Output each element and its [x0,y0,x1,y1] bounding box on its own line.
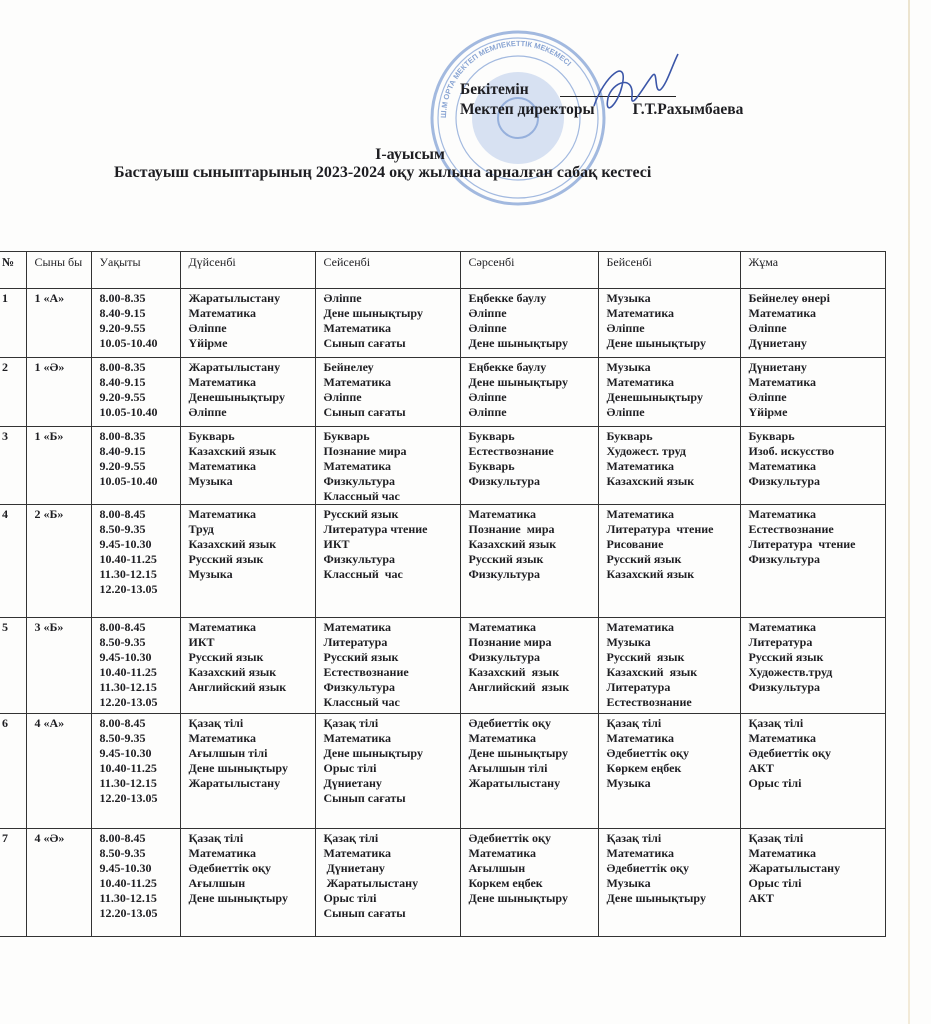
table-row [0,714,885,829]
director-name: Г.Т.Рахымбаева [632,101,744,118]
subject: Қазақ тілі [748,831,804,845]
row-number: 3 [0,427,26,505]
day-tuesday-lessons [315,289,460,358]
lesson-time: 9.20-9.55 [99,321,146,335]
lesson-time: 8.00-8.35 [99,429,146,443]
day-tuesday-lessons [315,427,460,505]
lesson-time: 12.20-13.05 [99,906,158,920]
lesson-time: 8.50-9.35 [99,522,146,536]
subject: Казахский язык [606,567,695,581]
lesson-time: 10.40-11.25 [99,665,157,679]
day-wednesday-lessons [460,714,598,829]
subject: Әліппе [748,321,787,335]
day-thursday-lessons [598,427,740,505]
subject: Музыка [606,776,651,790]
approval-label: Бекітемін [460,81,529,98]
day-friday-lessons [740,427,885,505]
subject: Казахский язык [468,665,560,679]
lesson-time: 11.30-12.15 [99,891,157,905]
lesson-time: 8.50-9.35 [99,731,146,745]
lesson-time: 10.40-11.25 [99,761,157,775]
subject: Математика [323,375,392,389]
subject: Жаратылыстану [188,776,281,790]
header-time: Уақыты [91,252,180,289]
subject: Жаратылыстану [748,861,841,875]
lesson-time: 8.50-9.35 [99,635,146,649]
subject: Әліппе [748,390,787,404]
shift-title: І-ауысым [375,146,445,163]
subject: Дүниетану [748,360,807,374]
row-number: 5 [0,618,26,714]
subject: Математика [188,620,257,634]
subject: Математика [188,459,257,473]
subject: Художест. труд [606,444,686,458]
subject: Литература чтение [323,522,428,536]
lesson-time: 11.30-12.15 [99,680,157,694]
subject: Әдебиеттік оқу [468,831,551,845]
subject: Музыка [188,567,233,581]
row-number: 6 [0,714,26,829]
day-monday-lessons [180,505,315,618]
day-friday-lessons [740,714,885,829]
subject: Әдебиеттік оқу [606,861,689,875]
subject: Казахский язык [468,537,557,551]
class-name: 1 «Ә» [26,358,91,427]
lesson-times [91,358,180,427]
subject: Әліппе [323,390,362,404]
table-row [0,358,885,427]
day-wednesday-lessons [460,358,598,427]
subject: Казахский язык [606,665,698,679]
lesson-time: 12.20-13.05 [99,695,158,709]
lesson-time: 8.00-8.45 [99,716,146,730]
subject: Естествознание [748,522,834,536]
seal-text: Ш.М ОРТА МЕКТЕП МЕМЛЕКЕТТІК МЕКЕМЕСІ [438,38,574,119]
subject: Математика [748,375,817,389]
subject: Физкультура [323,680,396,694]
day-monday-lessons [180,714,315,829]
subject: Английский язык [468,680,570,694]
subject: Қазақ тілі [606,716,662,730]
subject: Қазақ тілі [748,716,804,730]
lesson-time: 9.45-10.30 [99,537,152,551]
subject: Русский язык [188,650,264,664]
subject: Классный час [323,567,403,581]
subject: Орыс тілі [748,876,802,890]
lesson-time: 9.45-10.30 [99,746,152,760]
subject: Әліппе [188,405,227,419]
lesson-time: 8.40-9.15 [99,444,146,458]
row-number: 1 [0,289,26,358]
subject: Познание мира [323,444,407,458]
subject: Математика [323,731,392,745]
subject: Математика [188,846,257,860]
subject: Жаратылыстану [323,876,419,890]
lesson-times [91,618,180,714]
lesson-time: 8.00-8.45 [99,620,146,634]
subject: Математика [748,731,817,745]
class-name: 1 «Б» [26,427,91,505]
subject: Денешынықтыру [188,390,285,404]
subject: Художеств.труд [748,665,833,679]
subject: Әліппе [468,321,507,335]
subject: Музыка [606,876,651,890]
day-monday-lessons [180,289,315,358]
director-position: Мектеп директоры [460,101,595,118]
subject: Сынып сағаты [323,336,406,350]
row-number: 7 [0,829,26,937]
lesson-time: 9.45-10.30 [99,861,152,875]
subject: Русский язык [606,650,685,664]
subject: Букварь [606,429,653,443]
day-monday-lessons [180,618,315,714]
lesson-time: 10.05-10.40 [99,336,158,350]
subject: Дене шынықтыру [323,746,423,760]
subject: Қазақ тілі [606,831,662,845]
subject: Еңбекке баулу [468,360,547,374]
lesson-time: 10.05-10.40 [99,405,158,419]
row-number: 4 [0,505,26,618]
subject: Математика [468,620,537,634]
subject: Математика [606,846,675,860]
header-class: Сыны бы [26,252,91,289]
subject: Ағылшын тілі [468,761,548,775]
day-monday-lessons [180,358,315,427]
subject: Русский язык [323,650,399,664]
lesson-time: 9.20-9.55 [99,390,146,404]
subject: Математика [188,375,257,389]
subject: Әліппе [468,306,507,320]
subject: Коркем еңбек [468,876,543,890]
subject: Математика [748,620,817,634]
subject: Әдебиеттік оқу [748,746,831,760]
table-row [0,618,885,714]
subject: Физкультура [323,552,396,566]
subject: Рисование [606,537,664,551]
subject: Математика [606,459,675,473]
subject: Познание мира [468,635,552,649]
subject: Русский язык [606,552,682,566]
subject: Үйірме [188,336,228,350]
lesson-time: 8.00-8.45 [99,831,146,845]
subject: Ағылшын тілі [188,746,268,760]
subject: Букварь [188,429,235,443]
subject: Казахский язык [188,665,277,679]
subject: Музыка [188,474,233,488]
schedule-table [0,251,886,937]
lesson-time: 9.20-9.55 [99,459,146,473]
subject: Математика [323,620,392,634]
subject: Классный час [323,695,400,709]
subject: Познание мира [468,522,555,536]
lesson-time: 11.30-12.15 [99,567,157,581]
lesson-time: 8.00-8.45 [99,507,146,521]
subject: Сынып сағаты [323,906,406,920]
subject: Дене шынықтыру [606,891,706,905]
subject: Русский язык [468,552,544,566]
subject: Әліппе [323,291,362,305]
subject: Естествознание [468,444,554,458]
table-row [0,505,885,618]
subject: Әліппе [606,321,645,335]
subject: Денешынықтыру [606,390,703,404]
subject: Труд [188,522,214,536]
subject: Дүниетану [323,776,382,790]
subject: Физкультура [748,680,821,694]
lesson-time: 10.05-10.40 [99,474,158,488]
day-wednesday-lessons [460,427,598,505]
subject: Физкультура [468,650,541,664]
subject: Литература [748,635,813,649]
subject: Математика [323,459,392,473]
subject: Казахский язык [188,537,277,551]
subject: Әліппе [606,405,645,419]
subject: Литература [606,680,671,694]
subject: Музыка [606,360,651,374]
subject: Қазақ тілі [188,716,244,730]
day-tuesday-lessons [315,505,460,618]
class-name: 4 «Ә» [26,829,91,937]
subject: Математика [188,306,257,320]
subject: Математика [468,846,537,860]
day-thursday-lessons [598,714,740,829]
lesson-times [91,289,180,358]
subject: Математика [188,731,257,745]
subject: Орыс тілі [748,776,802,790]
lesson-time: 9.45-10.30 [99,650,152,664]
subject: Әдебиеттік оқу [188,861,271,875]
subject: Математика [468,507,537,521]
subject: Бейнелеу [323,360,374,374]
header-friday: Жұма [740,252,885,289]
subject: Математика [606,375,675,389]
subject: Дене шынықтыру [188,891,288,905]
subject: Математика [606,306,675,320]
subject: Дене шынықтыру [468,746,568,760]
subject: Дене шынықтыру [468,891,568,905]
lesson-time: 8.50-9.35 [99,846,146,860]
subject: Дене шынықтыру [468,336,568,350]
lesson-time: 10.40-11.25 [99,876,157,890]
subject: Русский язык [323,507,399,521]
subject: Жаратылыстану [188,291,281,305]
subject: Букварь [468,459,515,473]
subject: Математика [748,459,817,473]
day-wednesday-lessons [460,289,598,358]
day-monday-lessons [180,829,315,937]
subject: Математика [748,846,817,860]
subject: Әліппе [468,405,507,419]
lesson-time: 8.40-9.15 [99,306,146,320]
subject: Букварь [748,429,795,443]
subject: Русский язык [748,650,824,664]
subject: Букварь [468,429,515,443]
subject: Математика [748,507,817,521]
subject: ИКТ [188,635,215,649]
subject: Математика [748,306,817,320]
subject: Математика [188,507,257,521]
subject: Математика [468,731,537,745]
lesson-time: 11.30-12.15 [99,776,157,790]
day-thursday-lessons [598,289,740,358]
day-wednesday-lessons [460,505,598,618]
subject: Сынып сағаты [323,791,406,805]
lesson-time: 8.00-8.35 [99,360,146,374]
day-friday-lessons [740,289,885,358]
subject: Дене шынықтыру [188,761,288,775]
subject: Жаратылыстану [468,776,561,790]
row-number: 2 [0,358,26,427]
day-thursday-lessons [598,618,740,714]
subject: Казахский язык [188,444,277,458]
subject: Литература чтение [606,522,714,536]
subject: Музыка [606,635,651,649]
day-tuesday-lessons [315,714,460,829]
class-name: 2 «Б» [26,505,91,618]
day-thursday-lessons [598,505,740,618]
subject: Ағылшын [468,861,526,875]
table-row [0,289,885,358]
day-tuesday-lessons [315,829,460,937]
class-name: 3 «Б» [26,618,91,714]
subject: Русский язык [188,552,264,566]
subject: Дене шынықтыру [606,336,706,350]
day-tuesday-lessons [315,618,460,714]
subject: АКТ [748,891,774,905]
subject: Литература чтение [748,537,856,551]
subject: Әліппе [468,390,507,404]
subject: Букварь [323,429,370,443]
lesson-time: 12.20-13.05 [99,582,158,596]
subject: Дене шынықтыру [468,375,568,389]
subject: Математика [323,846,392,860]
table-row [0,829,885,937]
subject: Литература [323,635,388,649]
day-tuesday-lessons [315,358,460,427]
subject: Физкультура [748,552,821,566]
day-friday-lessons [740,829,885,937]
table-row [0,427,885,505]
header-monday: Дүйсенбі [180,252,315,289]
day-friday-lessons [740,505,885,618]
subject: Ағылшын [188,876,246,890]
day-friday-lessons [740,358,885,427]
subject: ИКТ [323,537,350,551]
subject: Еңбекке баулу [468,291,547,305]
lesson-times [91,505,180,618]
day-monday-lessons [180,427,315,505]
subject: Орыс тілі [323,761,377,775]
lesson-times [91,427,180,505]
subject: Орыс тілі [323,891,377,905]
subject: Үйірме [748,405,788,419]
subject: Қазақ тілі [188,831,244,845]
subject: Жаратылыстану [188,360,281,374]
subject: Қазақ тілі [323,716,379,730]
subject: Әдебиеттік оқу [468,716,551,730]
subject: Бейнелеу өнері [748,291,830,305]
header-wednesday: Сәрсенбі [460,252,598,289]
subject: Классный час [323,489,400,503]
day-wednesday-lessons [460,829,598,937]
subject: Математика [323,321,392,335]
subject: Физкультура [468,474,541,488]
signature-icon [574,46,684,126]
subject: Изоб. искусство [748,444,835,458]
subject: Естествознание [323,665,409,679]
lesson-times [91,829,180,937]
schedule-title: Бастауыш сыныптарының 2023-2024 оқу жылына арналған сабақ кестесі [114,164,652,181]
header-row [0,252,885,289]
lesson-time: 10.40-11.25 [99,552,157,566]
subject: Әдебиеттік оқу [606,746,689,760]
day-wednesday-lessons [460,618,598,714]
subject: Қазақ тілі [323,831,379,845]
class-name: 1 «А» [26,289,91,358]
day-friday-lessons [740,618,885,714]
class-name: 4 «А» [26,714,91,829]
subject: Английский язык [188,680,287,694]
day-thursday-lessons [598,829,740,937]
subject: Дене шынықтыру [323,306,423,320]
lesson-time: 8.00-8.35 [99,291,146,305]
header-number: № [0,252,26,289]
header-thursday: Бейсенбі [598,252,740,289]
subject: Музыка [606,291,651,305]
subject: Математика [606,620,675,634]
paper-edge [908,0,910,1024]
subject: Әліппе [188,321,227,335]
subject: Казахский язык [606,474,695,488]
subject: Сынып сағаты [323,405,406,419]
subject: Математика [606,507,675,521]
lesson-time: 12.20-13.05 [99,791,158,805]
lesson-time: 8.40-9.15 [99,375,146,389]
subject: Физкультура [323,474,396,488]
subject: Көркем еңбек [606,761,682,775]
subject: Естествознание [606,695,692,709]
header-tuesday: Сейсенбі [315,252,460,289]
subject: Физкультура [468,567,541,581]
day-thursday-lessons [598,358,740,427]
subject: Дүниетану [323,861,385,875]
subject: Физкультура [748,474,821,488]
subject: Дүниетану [748,336,807,350]
lesson-times [91,714,180,829]
subject: АКТ [748,761,774,775]
subject: Математика [606,731,675,745]
